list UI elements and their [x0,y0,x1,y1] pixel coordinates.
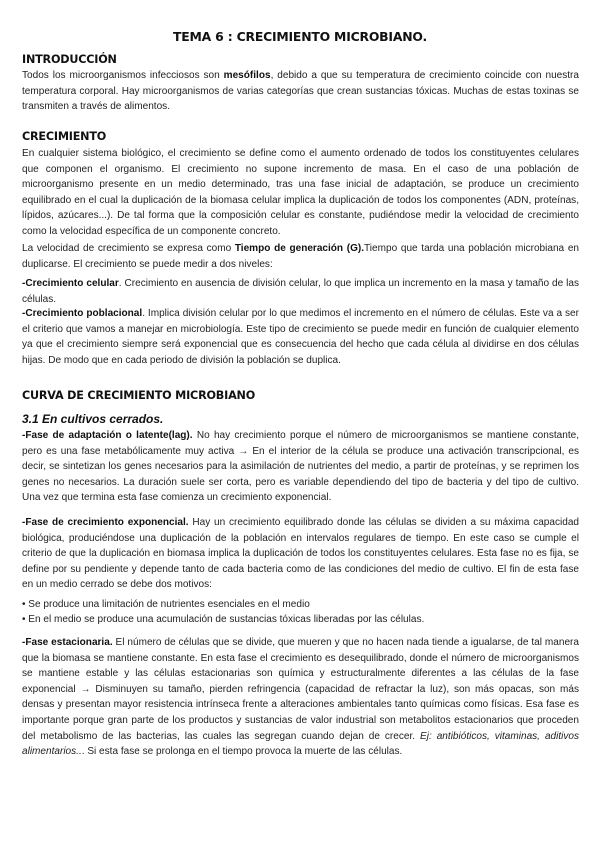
closed-cultures-subheading: 3.1 En cultivos cerrados. [22,412,164,426]
intro-heading: INTRODUCCIÓN [22,53,117,66]
intro-paragraph: Todos los microorganismos infecciosos son mesófilos, debido a que su temperatura de crecimiento coincide con nuestra temperatura corporal. Hay microorganismos de varias categorías que crean sustancias tóxicas. Muchas de estas toxinas se transmiten a través de alimentos. [22,70,579,113]
growth-paragraph-cellular: -Crecimiento celular. Crecimiento en ausencia de división celular, lo que implica un incremento en la masa y tamaño de las células. [22,278,580,305]
document-title: TEMA 6 : CRECIMIENTO MICROBIANO. [173,29,427,44]
growth-paragraph-population: -Crecimiento poblacional. Implica división celular por lo que medimos el incremento en el número de células. Este va a ser el criterio que vamos a manejar en microbiología. Este tipo de crecimiento se puede medir en función de cualquier elemento ya que el crecimiento siempre será exponencial que es consecuencia del hecho que cada célula al dividirse en dos células hijas. De modo que en cada periodo de división la población se duplica. [22,308,579,366]
lag-phase-paragraph: -Fase de adaptación o latente(lag). No hay crecimiento porque el número de microorganismos se mantiene constante, pero es una fase metabólicamente muy activa → En el interior de la célula se produce una activación transcripcional, es decir, se sintetizan los genes necesarios para la asimilación de nutrientes del medio, a partir de proteínas, y se reprimen los genes no necesarios. La duración suele ser corta, pero es variable dependiendo del tipo de bacteria y del tipo de cultivo. Una vez que termina esta fase comienza un crecimiento exponencial. [22,430,579,504]
bullet-nutrient-limitation: • Se produce una limitación de nutrientes esenciales en el medio [22,599,310,610]
growth-paragraph-generation-time: La velocidad de crecimiento se expresa como Tiempo de generación (G).Tiempo que tarda una población microbiana en duplicarse. El crecimiento se puede medir a dos niveles: [22,243,579,270]
growth-paragraph-definition: En cualquier sistema biológico, el crecimiento se define como el aumento ordenado de todos los constituyentes celulares que componen el organismo. El crecimiento no supone incremento de masa. En el caso de una población de microorganismo presente en un medio determinado, tras una fase inicial de adaptación, se produce un crecimiento equilibrado en el cual la duplicación de la biomasa celular implica la duplicación de todos los componentes (ADN, proteínas, lípidos, azúcares...). De tal forma que la composición celular es constante, pudiéndose medir la velocidad de crecimiento como la velocidad específica de un componente concreto. [22,148,579,237]
exponential-phase-paragraph: -Fase de crecimiento exponencial. Hay un crecimiento equilibrado donde las células se dividen a su máxima capacidad biológica, produciéndose una duplicación de la población en intervalos regulares de tiempo. En este caso se cumple el criterio de que la duplicación en biomasa implica la duplicación de todos los constituyentes celulares. Esta fase no es fija, se define por su pendiente y depende tanto de cada bacteria como de las condiciones del medio de cultivo. El fin de esta fase en un medio cerrado se debe dos motivos: [22,517,579,591]
curve-heading: CURVA DE CRECIMIENTO MICROBIANO [22,389,256,402]
stationary-phase-paragraph: -Fase estacionaria. El número de células que se divide, que mueren y que no hacen nada tiende a igualarse, de tal manera que la biomasa se mantiene constante. En esta fase el crecimiento es desequilibrado, donde el número de microorganismos se mantiene estable y las células estacionarias son química y estructuralmente diferentes a las células de la fase exponencial → Disminuyen su tamaño, pierden refringencia (capacidad de refractar la luz), son más opacas, son más densas y presentan mayor resistencia intrínseca frente a alteraciones ambientales tanto químicas como físicas. Esa fase es importante porque gran parte de los productos y sustancias de valor industrial son metabolitos estacionarios que proceden del metabolismo de las bacterias, las cuales las segregan cuando dejan de crecer. Ej: antibióticos, vitaminas, aditivos alimentarios... Si esta fase se prolonga en el tiempo provoca la muerte de las células. [22,637,580,758]
bullet-toxic-accumulation: • En el medio se produce una acumulación de sustancias tóxicas liberadas por las células. [22,614,425,625]
growth-heading: CRECIMIENTO [22,130,107,143]
